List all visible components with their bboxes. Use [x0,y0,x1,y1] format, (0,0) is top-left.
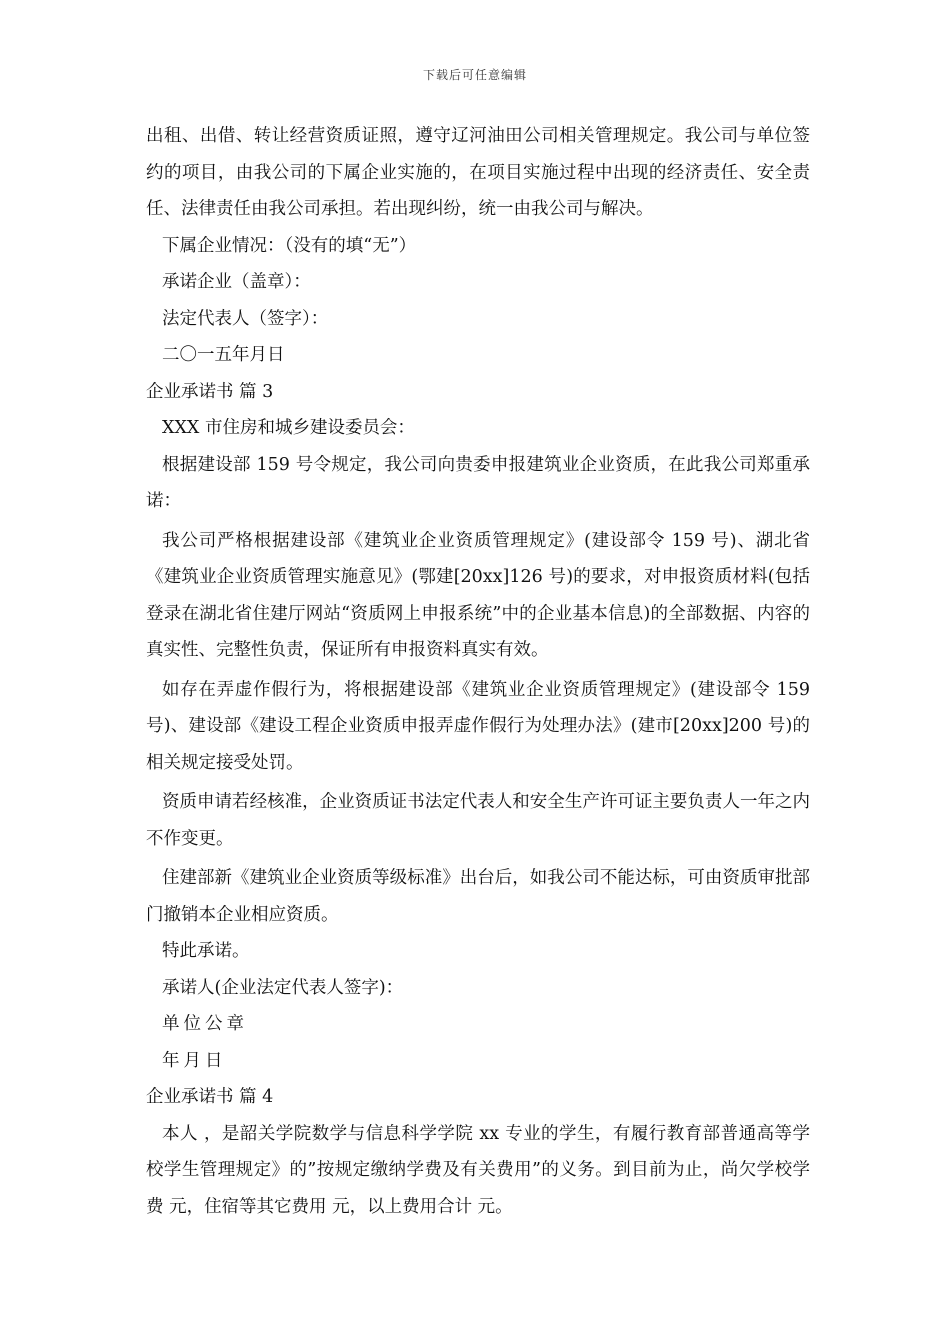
paragraph-date-blank: 年月日 [162,1050,227,1071]
page-header: 下载后可任意编辑 [422,68,527,82]
paragraph-pledge-intro: 根据建设部 159 号令规定，我公司向贵委申报建筑业企业资质，在此我公司郑重承诺： [146,454,810,511]
paragraph-no-change: 资质申请若经核准，企业资质证书法定代表人和安全生产许可证主要负责人一年之内不作变更。 [146,792,810,849]
paragraph-subsidiary: 下属企业情况：（没有的填“无”） [162,235,417,256]
paragraph-penalty: 如存在弄虚作假行为，将根据建设部《建筑业企业资质管理规定》(建设部令 159 号)、建设部《建设工程企业资质申报弄虚作假行为处理办法》(建市[20xx]200 号)的相关规定接受处罚。 [146,679,810,773]
paragraph-compliance: 我公司严格根据建设部《建筑业企业资质管理规定》(建设部令 159 号)、湖北省《建筑业企业资质管理实施意见》(鄂建[20xx]126 号)的要求，对申报资质材料(包括登录在湖北省住建厅网站“资质网上申报系统”中的企业基本信息)的全部数据、内容的真实性、完整性负责，保证所有申报资料真实有效。 [146,530,810,660]
paragraph-unit-seal: 单位公章 [162,1014,248,1034]
section-heading-4: 企业承诺书 篇 4 [146,1087,274,1107]
document-body [146,118,810,1225]
paragraph-signatory: 承诺人(企业法定代表人签字)： [162,977,404,998]
paragraph-addressee: XXX 市住房和城乡建设委员会： [162,418,415,438]
paragraph-closing: 特此承诺。 [162,941,250,961]
paragraph-revocation: 住建部新《建筑业企业资质等级标准》出台后，如我公司不能达标，可由资质审批部门撤销本企业相应资质。 [146,868,810,925]
paragraph-seal-line: 承诺企业（盖章）： [162,272,311,292]
paragraph-student-debt: 本人 ，是韶关学院数学与信息科学学院 xx 专业的学生，有履行教育部普通高等学校学生管理规定》的”按规定缴纳学费及有关费用”的义务。到目前为止，尚欠学校学费 元，住宿等其它费用 元，以上费用合计 元。 [146,1123,810,1217]
paragraph-date-line: 二〇一五年月日 [162,345,285,365]
paragraph-legal-rep-line: 法定代表人（签字）： [162,308,329,329]
paragraph-liability: 出租、出借、转让经营资质证照，遵守辽河油田公司相关管理规定。我公司与单位签约的项目，由我公司的下属企业实施的，在项目实施过程中出现的经济责任、安全责任、法律责任由我公司承担。若出现纠纷，统一由我公司与解决。 [146,126,810,219]
section-heading-3: 企业承诺书 篇 3 [146,381,274,402]
